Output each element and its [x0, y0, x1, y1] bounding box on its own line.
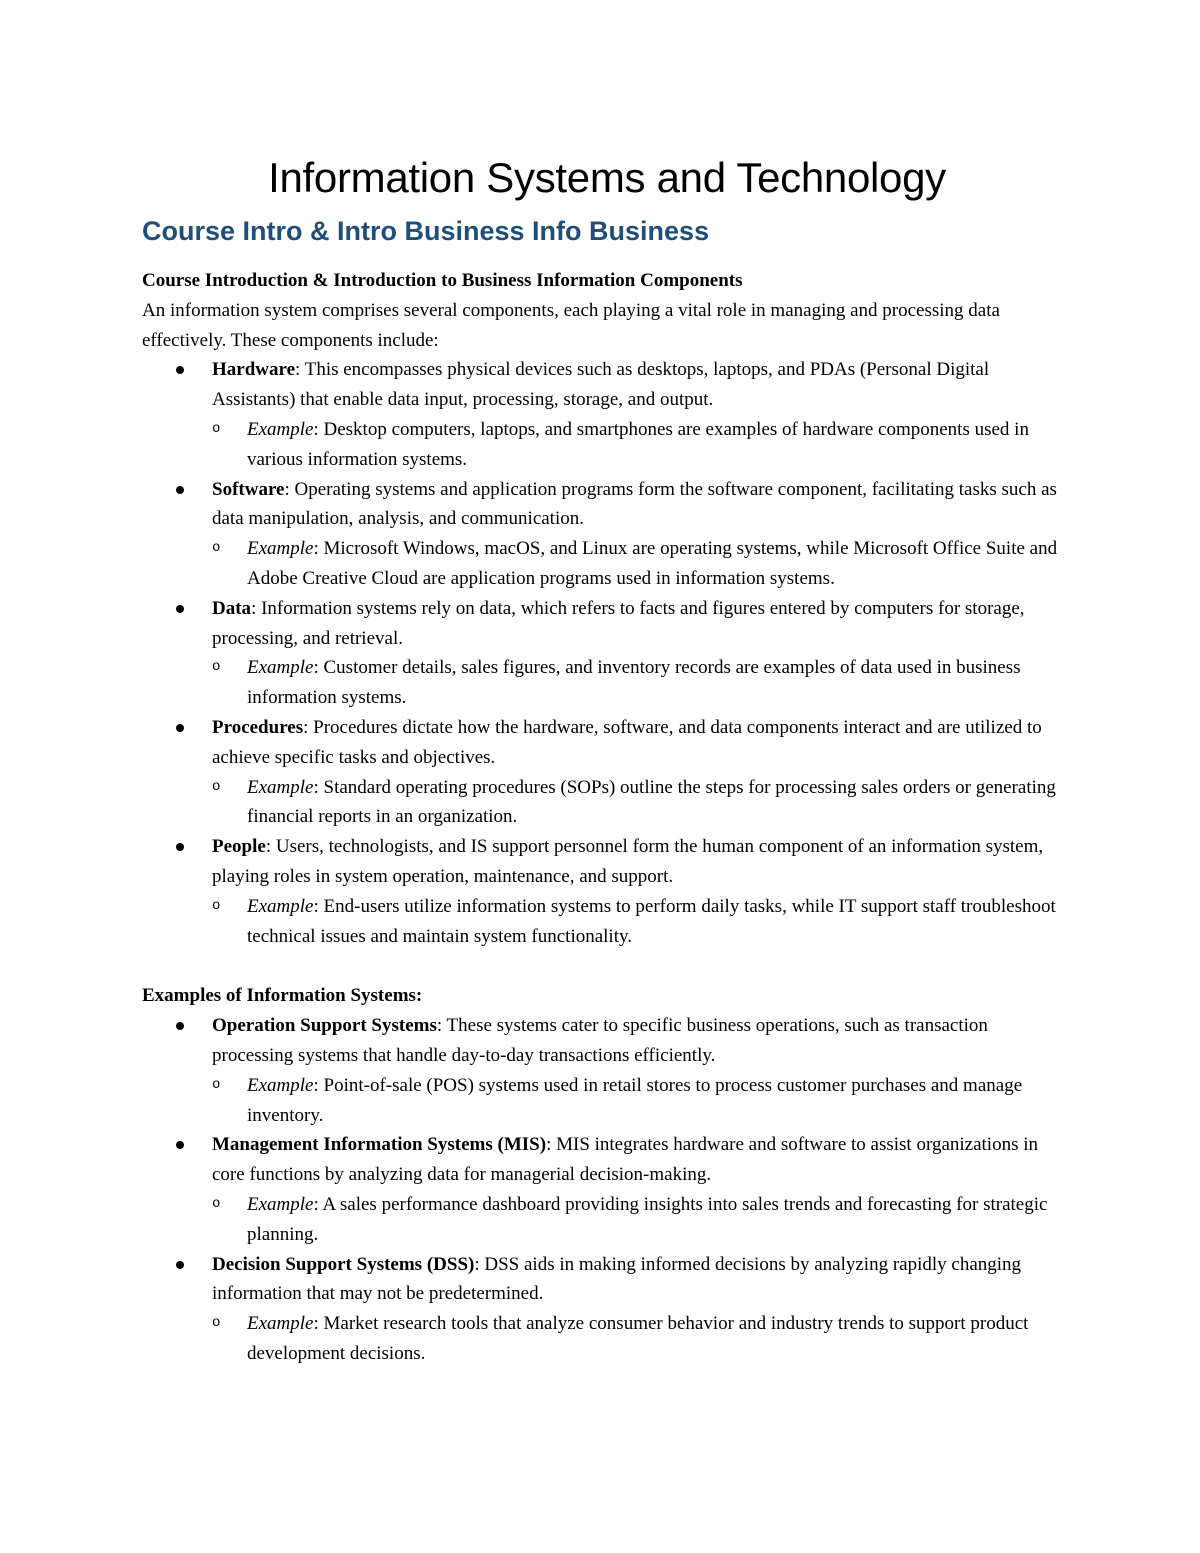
example-sublist: [212, 1190, 1072, 1250]
bullet-dot-icon: [176, 1261, 184, 1269]
example-item: [212, 892, 1072, 952]
term-label: Decision Support Systems (DSS): [212, 1253, 475, 1275]
bullet-dot-icon: [176, 486, 184, 494]
circle-bullet-icon: o: [212, 1315, 221, 1332]
example-label: Example: [247, 657, 314, 679]
circle-bullet-icon: o: [212, 659, 221, 676]
example-label: Example: [247, 1313, 314, 1335]
section-intro-paragraph: An information system comprises several components, each playing a vital role in managing and processing data effectively. These components include:: [142, 299, 1000, 351]
example-text: : Point-of-sale (POS) systems used in retail stores to process customer purchases and manage inventory.: [247, 1074, 1023, 1126]
list-item-operation-support: [142, 1011, 1072, 1130]
bullet-dot-icon: [176, 1022, 184, 1030]
list-item-data: [142, 594, 1072, 713]
term-label: Software: [212, 478, 285, 500]
section-spacer: [142, 951, 1072, 981]
example-text: : Desktop computers, laptops, and smartphones are examples of hardware components used in various information systems.: [247, 418, 1029, 470]
example-text: : Microsoft Windows, macOS, and Linux are operating systems, while Microsoft Office Suite and Adobe Creative Cloud are application programs used in information systems.: [247, 538, 1058, 589]
term-description: : Users, technologists, and IS support personnel form the human component of an information system, playing roles in system operation, maintenance, and support.: [212, 836, 1044, 887]
example-item: [212, 773, 1072, 833]
circle-bullet-icon: o: [212, 778, 221, 795]
list-item-people: [142, 832, 1072, 951]
bullet-dot-icon: [176, 605, 184, 613]
example-text: : Customer details, sales figures, and inventory records are examples of data used in business information systems.: [247, 657, 1021, 709]
term-label: Procedures: [212, 716, 304, 738]
list-item-procedures: [142, 713, 1072, 832]
term-description: : Information systems rely on data, which refers to facts and figures entered by computers for storage, processing, and retrieval.: [212, 597, 1025, 649]
bullet-dot-icon: [176, 724, 184, 732]
circle-bullet-icon: o: [212, 1076, 221, 1093]
example-sublist: [212, 415, 1072, 475]
term-label: Hardware: [212, 359, 296, 381]
term-description: : Procedures dictate how the hardware, software, and data components interact and are utilized to achieve specific tasks and objectives.: [212, 716, 1042, 768]
list-item-dss: [142, 1250, 1072, 1369]
term-description: : DSS aids in making informed decisions by analyzing rapidly changing information that may not be predetermined.: [212, 1253, 1022, 1305]
bullet-dot-icon: [176, 366, 184, 374]
list-item-software: [142, 475, 1072, 594]
example-label: Example: [247, 1074, 314, 1096]
term-description: : This encompasses physical devices such as desktops, laptops, and PDAs (Personal Digital Assistants) that enable data input, processing, storage, and output.: [212, 359, 990, 411]
example-item: [212, 1309, 1072, 1369]
term-description: : These systems cater to specific business operations, such as transaction processing systems that handle day-to-day transactions efficiently.: [212, 1015, 988, 1066]
example-item: [212, 534, 1072, 594]
example-text: : End-users utilize information systems to perform daily tasks, while IT support staff troubleshoot technical issues and maintain system functionality.: [247, 895, 1056, 947]
example-sublist: [212, 653, 1072, 713]
systems-list: [142, 1011, 1072, 1369]
document-subtitle: Course Intro & Intro Business Info Business: [142, 216, 710, 246]
example-sublist: [212, 892, 1072, 952]
example-sublist: [212, 1309, 1072, 1369]
term-label: Data: [212, 597, 252, 619]
example-sublist: [212, 1071, 1072, 1131]
circle-bullet-icon: o: [212, 540, 221, 557]
term-label: Operation Support Systems: [212, 1015, 437, 1037]
example-item: [212, 1190, 1072, 1250]
circle-bullet-icon: o: [212, 420, 221, 437]
example-item: [212, 1071, 1072, 1131]
section-heading-components: Course Introduction & Introduction to Business Information Components: [142, 270, 743, 291]
document-title: Information Systems and Technology: [268, 154, 946, 201]
example-text: : Standard operating procedures (SOPs) outline the steps for processing sales orders or generating financial reports in an organization.: [247, 776, 1056, 828]
term-label: People: [212, 836, 266, 858]
document-page: [142, 150, 1072, 1369]
example-text: : Market research tools that analyze consumer behavior and industry trends to support product development decisions.: [247, 1313, 1029, 1364]
bullet-dot-icon: [176, 1141, 184, 1149]
example-label: Example: [247, 776, 314, 798]
bullet-dot-icon: [176, 843, 184, 851]
example-label: Example: [247, 418, 314, 440]
circle-bullet-icon: o: [212, 897, 221, 914]
components-list: [142, 355, 1072, 951]
section-heading-examples: Examples of Information Systems:: [142, 985, 423, 1007]
list-item-hardware: [142, 355, 1072, 474]
example-item: [212, 415, 1072, 475]
circle-bullet-icon: o: [212, 1195, 221, 1212]
example-sublist: [212, 773, 1072, 833]
term-description: : MIS integrates hardware and software to assist organizations in core functions by analyzing data for managerial decision-making.: [212, 1134, 1039, 1186]
term-description: : Operating systems and application programs form the software component, facilitating tasks such as data manipulation, analysis, and communication.: [212, 478, 1057, 530]
example-item: [212, 653, 1072, 713]
term-label: Management Information Systems (MIS): [212, 1134, 547, 1156]
example-label: Example: [247, 1193, 314, 1215]
example-sublist: [212, 534, 1072, 594]
example-label: Example: [247, 895, 314, 917]
example-text: : A sales performance dashboard providing insights into sales trends and forecasting for strategic planning.: [247, 1193, 1048, 1245]
document-body: [142, 266, 1072, 1369]
list-item-mis: [142, 1130, 1072, 1249]
example-label: Example: [247, 538, 314, 560]
